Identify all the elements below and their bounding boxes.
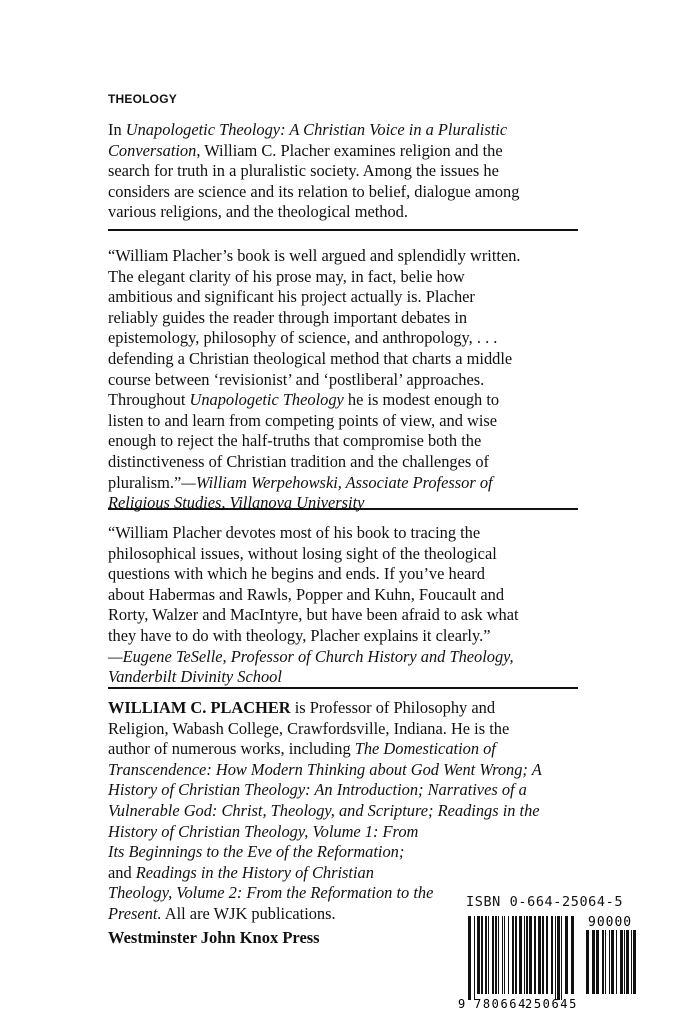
text-line [108,141,584,162]
text-run: about Habermas and Rawls, Popper and Kuhn, Foucault and [108,584,505,604]
barcode-bar [605,930,606,994]
text-run: search for truth in a pluralistic society. Among the issues he [108,161,499,181]
text-run: author of numerous works, including [108,739,355,759]
text-run: Religion, Wabash College, Crawfordsville, Indiana. He is the [108,718,510,738]
barcode-bar [481,916,483,994]
divider-2 [108,508,578,510]
text-line [108,544,584,565]
text-line [108,431,584,452]
text-line [108,267,584,288]
barcode-bar [609,930,610,994]
isbn-label: ISBN 0-664-25064-5 [466,894,624,910]
text-line [108,626,584,647]
italic-run: Present. [108,903,162,923]
author-bio-first-line [108,698,584,719]
author-bio [108,698,584,925]
text-run: various religions, and the theological method. [108,202,408,222]
barcode-bar [488,916,489,994]
barcode-bar [561,916,562,1000]
barcode-bar [551,916,553,994]
barcode-bar [620,930,623,994]
text-line [108,287,584,308]
text-line [108,493,584,514]
barcode-bar [524,916,525,994]
barcode-bar [485,916,487,994]
text-run: listen to and learn from competing points of view, and wise [108,410,498,430]
text-run: epistemology, philosophy of science, and anthropology, . . . [108,328,498,348]
price-code-bars [586,930,636,994]
barcode-bar [624,930,625,994]
text-line [108,202,584,223]
review-quote-werpehowski [108,246,584,514]
text-line [108,452,584,473]
review-quote-teselle [108,523,584,688]
barcode-bar [602,930,604,994]
text-line [108,842,584,863]
text-line [108,161,584,182]
divider-1 [108,229,578,231]
text-line [108,411,584,432]
text-line [108,308,584,329]
text-line [108,780,584,801]
text-run: course between ‘revisionist’ and ‘postliberal’ approaches. [108,369,485,389]
text-run: ambitious and significant his project actually is. Placher [108,287,475,307]
price-code-digits: 90000 [588,915,633,930]
italic-run: The Domestication of [354,739,496,759]
text-line [108,246,584,267]
barcode-bar [555,916,556,1000]
text-line [108,370,584,391]
barcode-bar [508,916,509,994]
italic-run: Theology, Volume 2: From the Reformation to the [108,883,434,903]
text-line [108,120,584,141]
barcode-bar [542,916,544,994]
text-line [108,564,584,585]
barcode-bar [586,930,589,994]
italic-run: History of Christian Theology, Volume 1: From [108,821,419,841]
text-run: “William Placher’s book is well argued and splendidly written. [108,246,521,265]
barcode-bar [515,916,517,994]
text-line [108,473,584,494]
italic-run: Vanderbilt Divinity School [108,667,282,687]
barcode-bar [592,930,595,994]
text-run: pluralism.” [108,472,182,492]
text-run: and [108,862,136,882]
barcode-bar [512,916,514,994]
text-line [108,667,584,688]
text-line [108,328,584,349]
italic-run: Unapologetic Theology: A Christian Voice in a Pluralistic [125,120,508,139]
barcode-bar [474,916,475,1000]
text-line [108,585,584,606]
text-line [108,523,584,544]
barcode-bar [571,916,574,994]
text-run: defending a Christian theological method that charts a middle [108,348,513,368]
divider-3 [108,687,578,689]
barcode-bar [534,916,536,994]
text-run: , William C. Placher examines religion and the [196,140,503,160]
text-line [108,390,584,411]
italic-run: History of Christian Theology: An Introduction; Narratives of a [108,780,527,800]
barcode-bar [526,916,528,994]
italic-run: —Eugene TeSelle, Professor of Church History and Theology, [108,646,514,666]
text-run: distinctiveness of Christian tradition and the challenges of [108,451,489,471]
text-line [108,349,584,370]
author-name: WILLIAM C. PLACHER [108,698,291,717]
barcode-bar [626,930,629,994]
text-line [108,739,584,760]
text-run: All are WJK publications. [161,903,336,923]
barcode-bar [616,930,617,994]
text-line [108,801,584,822]
barcode-bar [546,916,548,994]
text-line [108,719,584,740]
barcode-bar [611,930,614,994]
text-run: “William Placher devotes most of his book to tracing the [108,523,481,542]
barcode-bar [565,916,568,994]
publisher-name: Westminster John Knox Press [108,928,320,947]
barcode-bar [477,916,480,994]
barcode-bar [468,916,471,1000]
text-run: enough to reject the half-truths that compromise both the [108,431,482,451]
text-line [108,182,584,203]
ean-lead-digit: 9 [458,997,466,1011]
text-run: he is modest enough to [343,390,500,410]
barcode-bar [557,916,560,1000]
text-line [108,647,584,668]
barcode-bar [519,916,522,994]
barcode-bar [633,930,636,994]
text-run: Throughout [108,390,190,410]
barcode-bar [631,930,632,994]
italic-run: Conversation [108,140,197,160]
italic-run: Vulnerable God: Christ, Theology, and Scripture; Readings in the [108,800,540,820]
text-run: philosophical issues, without losing sight of the theological [108,543,497,563]
barcode-bar [492,916,494,994]
text-run: questions with which he begins and ends. If you’ve heard [108,564,485,584]
italic-run: Religious Studies, Villanova University [108,493,365,513]
barcode-bar [502,916,503,994]
text-line [108,760,584,781]
italic-run: Its Beginnings to the Eve of the Reformation; [108,842,405,862]
barcode-bar [596,930,599,994]
text-run: In [108,120,126,139]
barcode-bar [495,916,497,994]
text-line [108,863,584,884]
isbn-barcode [452,912,642,1012]
text-run: Rorty, Walzer and MacIntyre, but have been afraid to ask what [108,605,519,625]
author-bio-first-line-text: is Professor of Philosophy and [290,698,496,717]
text-run: reliably guides the reader through important debates in [108,307,468,327]
ean-left-digits: 780664 [474,997,527,1011]
barcode-bar [529,916,532,994]
ean-right-digits: 250645 [525,997,578,1011]
text-run: considers are science and its relation to belief, dialogue among [108,181,520,201]
barcode-bar [498,916,499,994]
italic-run: Unapologetic Theology [189,390,344,410]
book-description [108,120,584,223]
text-line [108,605,584,626]
category-label: THEOLOGY [108,92,177,106]
barcode-bar [504,916,505,994]
italic-run: —William Werpehowski, Associate Professor of [181,472,493,492]
text-run: they have to do with theology, Placher explains it clearly.” [108,625,491,645]
text-run: The elegant clarity of his prose may, in fact, belie how [108,266,465,286]
italic-run: Transcendence: How Modern Thinking about God Went Wrong; A [108,759,542,779]
text-line [108,822,584,843]
italic-run: Readings in the History of Christian [135,862,374,882]
barcode-bar [538,916,541,994]
